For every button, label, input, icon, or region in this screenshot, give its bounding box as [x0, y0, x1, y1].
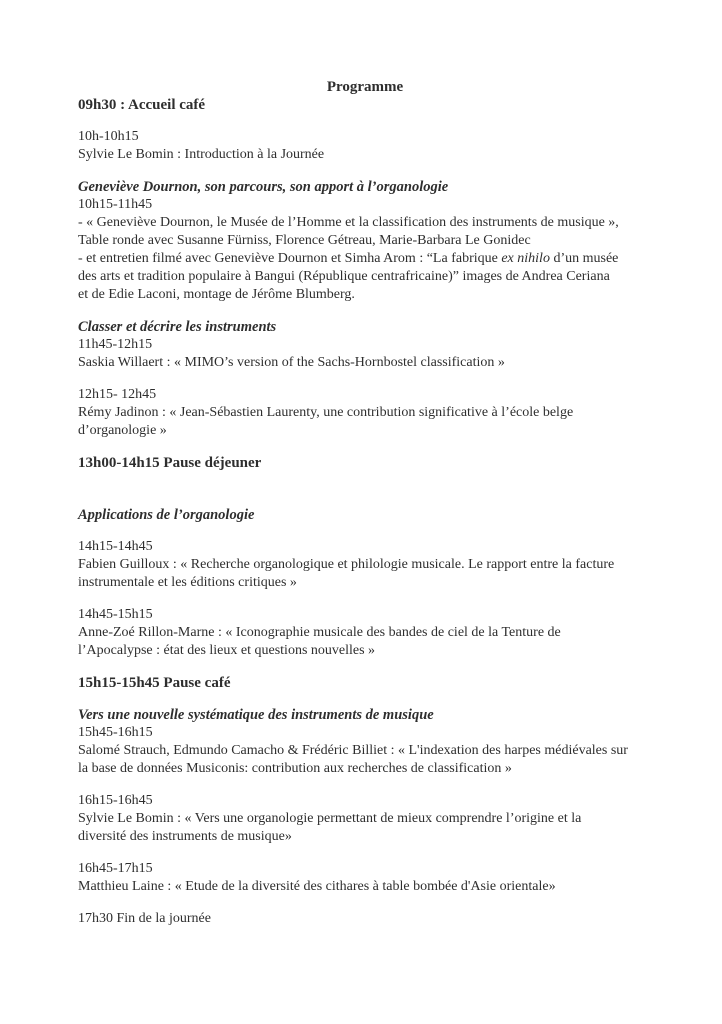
text-line: 15h15-15h45 Pause café: [78, 675, 231, 691]
entry-introduction: [78, 128, 652, 164]
text-line: 14h15-14h45: [78, 539, 153, 554]
entry-fin-journee: [78, 910, 652, 928]
text-line: 15h45-16h15: [78, 725, 153, 740]
break-pause-cafe: [78, 674, 652, 692]
text-line: 16h45-17h15: [78, 861, 153, 876]
section-heading-dournon: [78, 178, 652, 196]
text-line: Fabien Guilloux : « Recherche organologique et philologie musicale. Le rapport entre la facture: [78, 557, 615, 572]
section-heading-classer: [78, 318, 652, 336]
entry-jadinon: [78, 386, 652, 440]
text-line: Classer et décrire les instruments: [78, 319, 277, 335]
text-segment: - et entretien filmé avec Geneviève Dournon et Simha Arom : “La fabrique: [78, 251, 502, 266]
break-pause-dejeuner: [78, 454, 652, 472]
text-line: 14h45-15h15: [78, 607, 153, 622]
text-line: Vers une nouvelle systématique des instruments de musique: [78, 707, 434, 723]
entry-willaert: [78, 336, 652, 372]
text-line: Applications de l’organologie: [78, 507, 255, 523]
text-segment: d’un musée: [549, 251, 619, 266]
text-line: instrumentale et les éditions critiques »: [78, 575, 297, 590]
text-line: Geneviève Dournon, son parcours, son apport à l’organologie: [78, 179, 449, 195]
entry-le-bomin: [78, 792, 652, 846]
text-line: 10h15-11h45: [78, 197, 153, 212]
text-line: 11h45-12h15: [78, 337, 153, 352]
text-line: Anne-Zoé Rillon-Marne : « Iconographie musicale des bandes de ciel de la Tenture de: [78, 625, 561, 640]
section-heading-systematique: [78, 706, 652, 724]
entry-guilloux: [78, 538, 652, 592]
text-line: la base de données Musiconis: contribution aux recherches de classification »: [78, 761, 512, 776]
entry-strauch-camacho-billiet: [78, 724, 652, 778]
text-line: 16h15-16h45: [78, 793, 153, 808]
text-line: d’organologie »: [78, 423, 167, 438]
text-line: 13h00-14h15 Pause déjeuner: [78, 455, 262, 471]
entry-laine: [78, 860, 652, 896]
text-line: Sylvie Le Bomin : Introduction à la Journée: [78, 147, 325, 162]
text-line: Sylvie Le Bomin : « Vers une organologie permettant de mieux comprendre l’origine et la: [78, 811, 582, 826]
text-line: Matthieu Laine : « Etude de la diversité des cithares à table bombée d'Asie orientale»: [78, 879, 556, 894]
text-line: [78, 250, 652, 268]
programme-title: Programme: [326, 79, 404, 95]
text-line: Table ronde avec Susanne Fürniss, Florence Gétreau, Marie-Barbara Le Gonidec: [78, 233, 531, 248]
text-line: diversité des instruments de musique»: [78, 829, 292, 844]
entry-accueil-cafe: [78, 96, 652, 114]
italic-phrase: ex nihilo: [501, 251, 550, 266]
entry-table-ronde-dournon: [78, 196, 652, 304]
text-line: des arts et tradition populaire à Bangui (République centrafricaine)” images de Andrea Ceriana: [78, 269, 610, 284]
text-line: - « Geneviève Dournon, le Musée de l’Homme et la classification des instruments de musique »,: [78, 215, 619, 230]
text-line: 10h-10h15: [78, 129, 139, 144]
text-line: 17h30 Fin de la journée: [78, 911, 211, 926]
section-heading-applications: [78, 506, 652, 524]
text-line: 12h15- 12h45: [78, 387, 157, 402]
text-line: Rémy Jadinon : « Jean-Sébastien Laurenty, une contribution significative à l’école belge: [78, 405, 574, 420]
text-line: Salomé Strauch, Edmundo Camacho & Frédéric Billiet : « L'indexation des harpes médiévales sur: [78, 743, 628, 758]
text-line: 09h30 : Accueil café: [78, 97, 206, 113]
entry-rillon-marne: [78, 606, 652, 660]
text-line: et de Edie Laconi, montage de Jérôme Blumberg.: [78, 287, 355, 302]
text-line: Saskia Willaert : « MIMO’s version of the Sachs-Hornbostel classification »: [78, 355, 505, 370]
programme-document: [78, 96, 652, 928]
text-line: l’Apocalypse : état des lieux et questions nouvelles »: [78, 643, 376, 658]
